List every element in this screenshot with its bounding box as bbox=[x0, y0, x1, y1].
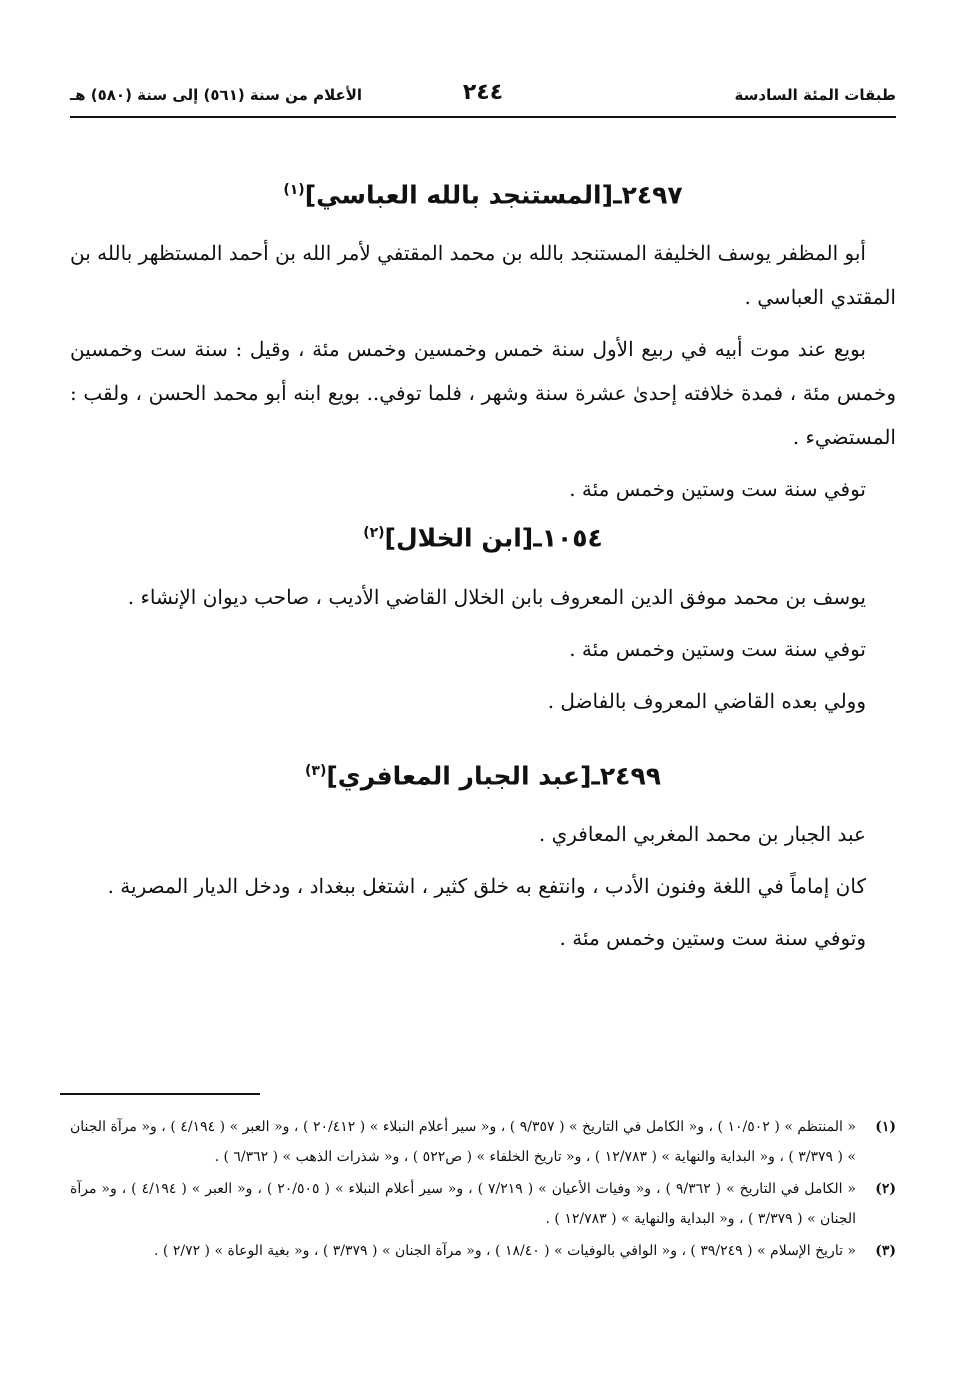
paragraph: توفي سنة ست وستين وخمس مئة . bbox=[569, 636, 866, 661]
footnote-ref: (١) bbox=[283, 182, 305, 198]
paragraph: كان إماماً في اللغة وفنون الأدب ، وانتفع به خلق كثير ، اشتغل ببغداد ، ودخل الديار المصرية . bbox=[107, 873, 866, 898]
entry-name: [عبد الجبار المعافري] bbox=[326, 760, 592, 790]
paragraph: عبد الجبار بن محمد المغربي المعافري . bbox=[538, 821, 866, 846]
entry bbox=[70, 170, 896, 511]
entry-number: ١٠٥٤ bbox=[541, 523, 603, 553]
main-content bbox=[70, 170, 896, 968]
entry-number: ٢٤٩٧ bbox=[621, 180, 683, 210]
entry bbox=[70, 513, 896, 722]
running-title-left: الأعلام من سنة (٥٦١) إلى سنة (٥٨٠) هـ bbox=[70, 86, 363, 104]
entry-name: [المستنجد بالله العباسي] bbox=[304, 180, 614, 210]
running-title-right: طبقات المئة السادسة bbox=[734, 86, 896, 104]
footnote bbox=[70, 1236, 896, 1266]
paragraph: وولي بعده القاضي المعروف بالفاضل . bbox=[547, 688, 866, 713]
entry-name: [ابن الخلال] bbox=[384, 523, 534, 553]
paragraph: بويع عند موت أبيه في ربيع الأول سنة خمس وخمسين وخمس مئة ، وقيل : سنة ست وخمسين وخمس مئة ، فمدة خلافته إحدىٰ عشرة سنة وشهر ، فلما توفي.. بويع ابنه أبو محمد الحسن ، ولقب : المستضيء . bbox=[70, 337, 896, 450]
entry-title: ١٠٥٤ـ[ابن الخلال]$^{(٢)}$ bbox=[363, 523, 603, 553]
footnote bbox=[70, 1174, 896, 1234]
entry-title: ٢٤٩٩ـ[عبد الجبار المعافري]$^{(٣)}$ bbox=[305, 760, 661, 790]
page-header bbox=[70, 80, 896, 118]
entry bbox=[70, 751, 896, 960]
footnote-text: « الكامل في التاريخ » ( ٩/٣٦٢ ) ، و« وفيات الأعيان » ( ٧/٢١٩ ) ، و« سير أعلام النبلاء » ( ٢٠/٥٠٥ ) ، و« العبر » ( ٤/١٩٤ ) ، و« مرآة الجنان » ( ٣/٣٧٩ ) ، و« البداية والنهاية » ( ١٢/٧٨٣ ) . bbox=[70, 1181, 857, 1227]
page-number: ٢٤٤ bbox=[462, 80, 504, 105]
paragraph: وتوفي سنة ست وستين وخمس مئة . bbox=[559, 925, 866, 950]
footnote-ref: (٢) bbox=[363, 525, 385, 542]
footnotes bbox=[70, 1112, 896, 1268]
footnote bbox=[70, 1112, 896, 1172]
footnote-text: « تاريخ الإسلام » ( ٣٩/٢٤٩ ) ، و« الوافي بالوفيات » ( ١٨/٤٠ ) ، و« مرآة الجنان » ( ٣/٣٧٩ ) ، و« بغية الوعاة » ( ٢/٧٢ ) . bbox=[154, 1243, 856, 1259]
footnote-text: « المنتظم » ( ١٠/٥٠٢ ) ، و« الكامل في التاريخ » ( ٩/٣٥٧ ) ، و« سير أعلام النبلاء » ( ٢٠/٤١٢ ) ، و« العبر » ( ٤/١٩٤ ) ، و« مرآة الجنان » ( ٣/٣٧٩ ) ، و« البداية والنهاية » ( ١٢/٧٨٣ ) ، و« تاريخ الخلفاء » ( ص٥٢٢ ) ، و« شذرات الذهب » ( ٦/٣٦٢ ) . bbox=[70, 1119, 856, 1165]
paragraph: أبو المظفر يوسف الخليفة المستنجد بالله بن محمد المقتفي لأمر الله بن أحمد المستظهر بالله بن المقتدي العباسي . bbox=[70, 241, 896, 310]
paragraph: يوسف بن محمد موفق الدين المعروف بابن الخلال القاضي الأديب ، صاحب ديوان الإنشاء . bbox=[127, 584, 866, 609]
footnote-ref: (٣) bbox=[305, 762, 327, 779]
paragraph: توفي سنة ست وستين وخمس مئة . bbox=[569, 477, 866, 502]
footnote-number: (١) bbox=[875, 1119, 896, 1135]
entry-number: ٢٤٩٩ bbox=[599, 760, 661, 790]
footnote-number: (٢) bbox=[875, 1181, 896, 1197]
footnote-number: (٣) bbox=[875, 1243, 896, 1259]
footnote-separator bbox=[60, 1093, 260, 1095]
entry-title: ٢٤٩٧ـ[المستنجد بالله العباسي]$^{(١)}$ bbox=[283, 180, 683, 210]
